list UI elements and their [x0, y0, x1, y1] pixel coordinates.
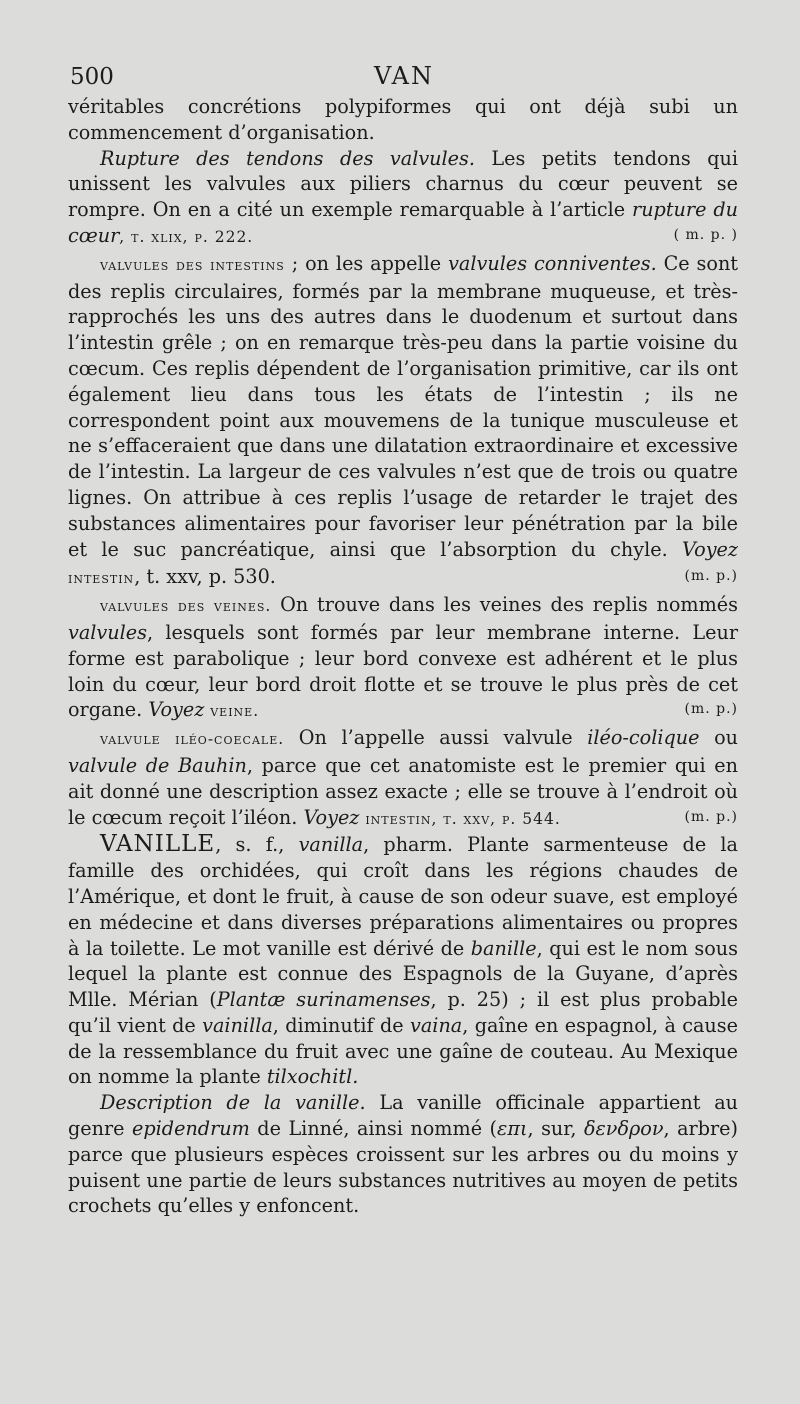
greek-word: δενδρον — [583, 1117, 664, 1141]
running-title: VAN — [373, 62, 435, 90]
cross-reference: rupture du cœur — [68, 198, 738, 247]
author-initials: (m. p.) — [684, 808, 738, 825]
paragraph-valvules-intestins: valvules des intestins ; on les appelle valvules conniventes. Ce sont des replis circulaires, formés par la membrane muqueuse, et très-rapprochés les uns des autres dans le duodenum et surtout dans l’intestin grêle ; on en remarque très-peu dans la partie voisine du cœcum. Ces replis dépendent de l’organisation primitive, car ils ont également lieu dans tous les états de l’intestin ; ils ne correspondent point aux mouvemens de la tunique musculeuse et ne s’effaceraient que dans une dilatation extraordinaire et excessive de l’intestin. La largeur de ces valvules n’est que de trois ou quatre lignes. On attribue à ces replis l’usage de retarder le trajet des substances alimentaires pour favoriser leur pénétration par la bile et le suc pancréatique, ainsi que l’absorption du chyle. Voyez intestin, t. xxv, p. 530. (m. p.) — [68, 251, 739, 589]
paragraph-rupture-tendons: Rupture des tendons des valvules. Les petits tendons qui unissent les valvules aux piliers charnus du cœur peuvent se rompre. On en a cité un exemple remarquable à l’article rupture du cœur, t. xlix, p. 222. ( m. p. ) — [68, 146, 738, 247]
term: iléo-colique — [587, 726, 700, 750]
greek-word: επι — [497, 1117, 528, 1141]
voyez: Voyez — [303, 805, 360, 829]
author-initials: (m. p.) — [684, 701, 738, 718]
term: vainilla — [202, 1013, 273, 1037]
paragraph-continuation: véritables concrétions polypiformes qui ont déjà subi un commencement d’organisation. — [68, 95, 738, 144]
term: valvules conniventes. — [448, 251, 657, 275]
term: tilxochitl. — [266, 1065, 359, 1089]
entry-head: valvules des veines. — [100, 597, 272, 616]
author-initials: (m. p.) — [684, 568, 738, 585]
term: valvule de Bauhin — [68, 753, 247, 777]
entry-head: valvules des intestins — [100, 255, 285, 274]
cross-reference: veine. — [204, 702, 260, 721]
paragraph-vanille: VANILLE, s. f., vanilla, pharm. Plante sarmenteuse de la famille des orchidées, qui croît dans les régions chaudes de l’Amérique, et dont le fruit, à cause de son odeur suave, est employé en médecine et dans diverses préparations alimentaires ou propres à la toilette. Le mot vanille est dérivé de banille, qui est le nom sous lequel la plante est connue des Espagnols de la Guyane, d’après Mlle. Mérian (Plantæ surinamenses, p. 25) ; il est plus probable qu’il vient de vainilla, diminutif de vaina, gaîne en espagnol, à cause de la ressemblance du fruit avec une gaîne de couteau. Au Mexique on nomme la plante tilxochitl. — [68, 831, 738, 1089]
entry-head: valvule iléo-coecale. — [100, 730, 285, 749]
section-title: Rupture des tendons des valvules. — [100, 146, 475, 170]
voyez: Voyez — [148, 698, 205, 722]
section-title: Description de la vanille. — [100, 1091, 366, 1115]
cross-reference: intestin — [68, 569, 135, 588]
author-initials: ( m. p. ) — [673, 226, 738, 243]
body-text — [68, 94, 738, 1219]
term: banille — [470, 936, 537, 960]
term: vaina — [410, 1013, 463, 1037]
cross-reference: intestin — [359, 809, 432, 828]
entry-head-vanille: VANILLE — [100, 831, 216, 858]
running-header — [70, 58, 738, 98]
paragraph-valvule-ileo-coecale: valvule iléo-coecale. On l’appelle aussi valvule iléo-colique ou valvule de Bauhin, parce que cet anatomiste est le premier qui en ait donné une description assez exacte ; elle se trouve à l’endroit où le cœcum reçoit l’iléon. Voyez intestin, t. xxv, p. 544. (m. p.) — [68, 726, 739, 829]
term: Plantæ surinamenses — [216, 988, 431, 1012]
term: vanilla — [298, 833, 364, 857]
paragraph-description-vanille: Description de la vanille. La vanille officinale appartient au genre epidendrum de Linné, ainsi nommé (επι, sur, δενδρον, arbre) parce que plusieurs espèces croissent sur les arbres ou du moins y puisent une partie de leurs substances nutritives au moyen de petits crochets qu’elles y enfoncent. — [68, 1091, 739, 1218]
term: valvules — [68, 620, 147, 644]
page-number: 500 — [70, 64, 114, 90]
term: epidendrum — [132, 1117, 250, 1141]
voyez: Voyez — [682, 537, 738, 561]
paragraph-valvules-veines: valvules des veines. On trouve dans les veines des replis nommés valvules, lesquels sont formés par leur membrane interne. Leur forme est parabolique ; leur bord convexe est adhérent et le plus loin du cœur, leur bord droit flotte et se trouve le plus près de cet organe. Voyez veine. (m. p.) — [68, 593, 738, 722]
